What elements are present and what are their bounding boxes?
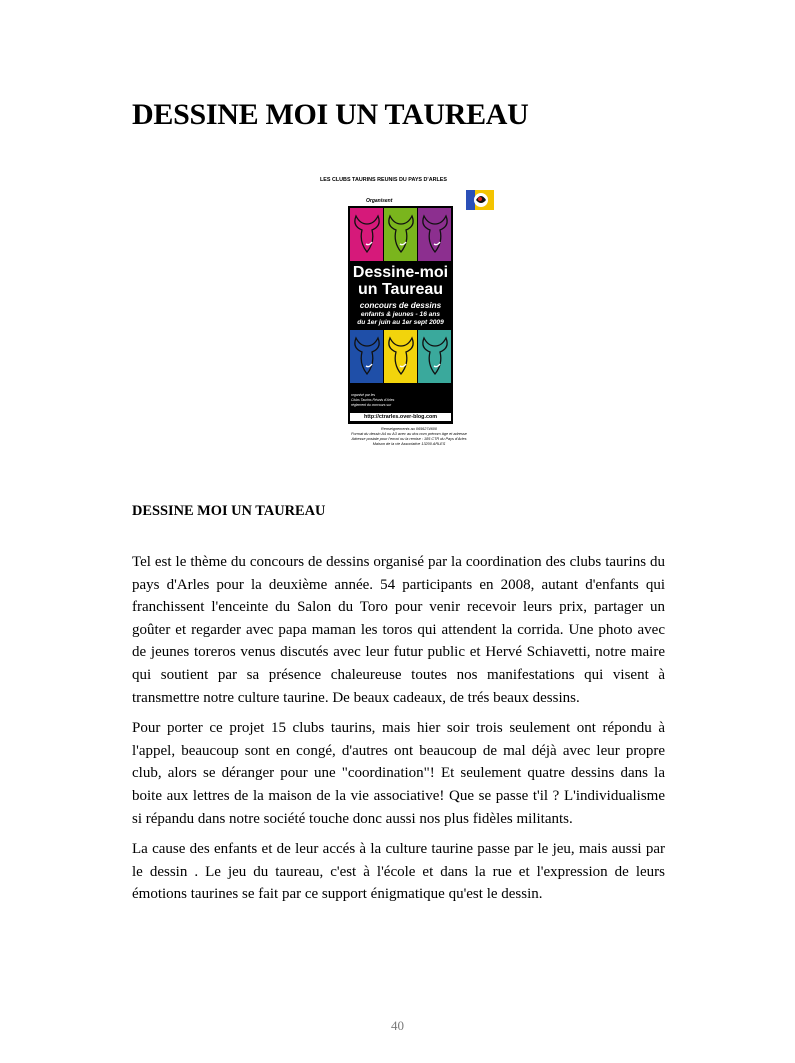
poster-foot-3: Adresse postale pour l'envoi ou la remise : 185 CTR du Pays d'Arles (351, 437, 467, 441)
poster-small-1: organisé par les (351, 393, 376, 397)
poster-line-1: concours de dessins (359, 301, 442, 310)
poster-image (318, 176, 500, 454)
poster-foot-1: Renseignements au 0656274600 (381, 427, 437, 431)
poster-small-2: Clubs Taurins Réunis d'Arles (351, 398, 395, 402)
page-title: DESSINE MOI UN TAUREAU (132, 98, 529, 131)
article-body (132, 551, 665, 914)
poster-organizer: LES CLUBS TAURINS REUNIS DU PAYS D'ARLES (320, 177, 447, 183)
bull-tile-purple (418, 208, 451, 261)
poster-line-2: enfants & jeunes - 16 ans (360, 311, 441, 318)
bull-tile-magenta (350, 208, 383, 261)
page-number: 40 (391, 1018, 404, 1033)
paragraph: Tel est le thème du concours de dessins organisé par la coordination des clubs taurins du pays d'Arles pour la deuxième année. 54 participants en 2008, autant d'enfants qui franchissent l'enceinte du Salon du Toro pour venir recevoir leurs prix, partager un goûter et regarder avec papa maman les toros qui attendent la corrida. Une photo avec de jeunes toreros venus discutés avec leur futur public et Hervé Schiavetti, notre maire qui soutient par sa présence chaleureuse toutes nos manifestations qui visent à transmettre notre culture taurine. De beaux cadeaux, de trés beaux dessins. (132, 554, 665, 706)
club-logo-icon (466, 190, 494, 210)
poster-organisent: Organisent (366, 198, 393, 204)
paragraph: Pour porter ce projet 15 clubs taurins, mais hier soir trois seulement ont répondu à l'appel, beaucoup sont en congé, d'autres ont beaucoup de mal déjà avec leur propre club, alors se déranger pour une "coordination"! Et seulement quatre dessins dans la boite aux lettres de la maison de la vie associative! Que se passe t'il ? L'individualisme si répandu dans notre société touche donc aussi nos plus fidèles militants. (132, 720, 665, 827)
bull-tile-green (384, 208, 417, 261)
poster-foot-4: Maison de la vie Associative 13200 ARLES (372, 442, 446, 446)
poster-line-3: du 1er juin au 1er sept 2009 (357, 319, 444, 326)
poster-url: http://ctrarles.over-blog.com (350, 413, 451, 421)
poster-panel (348, 206, 453, 424)
paragraph: La cause des enfants et de leur accés à la culture taurine passe par le jeu, mais aussi par le dessin . Le jeu du taureau, c'est à l'école et dans la rue et l'expression de leurs émotions taurines se fait par ce support énigmatique qu'est le dessin. (132, 841, 665, 903)
poster-foot-2: Format du dessin A4 ou A3 avec au dos nom prénom âge et adresse (351, 432, 467, 436)
bull-tile-teal (418, 330, 451, 383)
poster-title: Dessine-moi un Taureau (352, 264, 449, 298)
poster-small-3: règlement du concours sur (351, 403, 392, 407)
section-heading: DESSINE MOI UN TAUREAU (132, 503, 326, 519)
bull-tile-blue (350, 330, 383, 383)
bull-tile-yellow (384, 330, 417, 383)
